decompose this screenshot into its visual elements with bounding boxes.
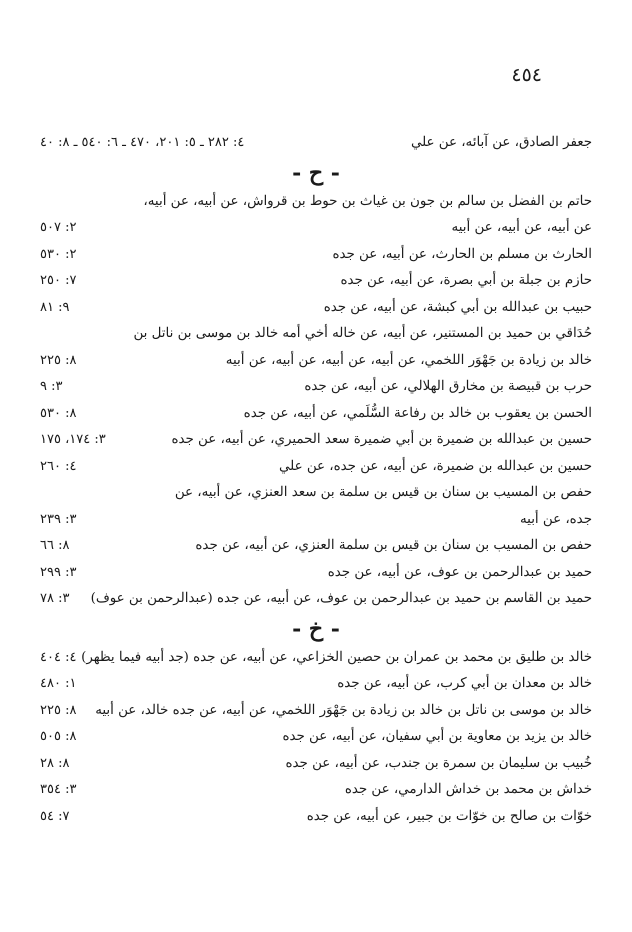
index-entry: [40, 321, 592, 348]
entry-text: حازم بن جبلة بن أبي بصرة، عن أبيه، عن جده: [340, 273, 592, 288]
entry-reference: ٣: ١٧٤، ١٧٥: [40, 432, 106, 447]
entry-text: خالد بن يزيد بن معاوية بن أبي سفيان، عن أبيه، عن جده: [282, 729, 592, 744]
entry-text: جعفر الصادق، عن آبائه، عن علي: [410, 135, 592, 150]
entry-text: حسين بن عبدالله بن ضميرة، عن أبيه، عن جده، عن علي: [279, 458, 592, 474]
entry-reference: ٤: ٤٠٤: [40, 649, 77, 665]
page-number: ٤٥٤: [511, 64, 542, 86]
entry-text: خالد بن طليق بن محمد بن عمران بن حصين الخزاعي، عن أبيه، عن جده (جد أبيه فيما يظهر): [81, 649, 592, 665]
entry-reference: ١: ٤٨٠: [40, 676, 77, 691]
entry-text: خالد بن زيادة بن جَهْوَر اللخمي، عن أبيه، عن أبيه، عن أبيه، عن أبيه: [225, 352, 592, 368]
entry-text: حُدَاقي بن حميد بن المستنير، عن أبيه، عن خاله أخي أمه خالد بن موسى بن ناتل بن: [133, 326, 592, 341]
entry-text: خُبيب بن سليمان بن سمرة بن جندب، عن أبيه، عن جده: [285, 755, 592, 771]
entry-text: خداش بن محمد بن خداش الدارمي، عن جده: [344, 782, 592, 797]
entry-reference: ٣: ٢٣٩: [40, 511, 77, 527]
entry-text: جده، عن أبيه: [519, 511, 592, 527]
index-entry: [40, 671, 592, 698]
entry-reference: ٣: ٢٩٩: [40, 564, 77, 580]
entry-reference: ٨: ٥٣٠: [40, 405, 77, 421]
index-entry: [40, 295, 592, 322]
entry-reference: ٢: ٥٣٠: [40, 246, 77, 262]
entry-reference: ٨: ٢٢٥: [40, 352, 77, 368]
index-entry: [40, 698, 592, 725]
section-heading-kha: - خ -: [292, 615, 340, 642]
entry-text: خوّات بن صالح بن خوّات بن جبير، عن أبيه، عن جده: [306, 808, 592, 824]
entry-text: حميد بن القاسم بن حميد بن عبدالرحمن بن عوف، عن أبيه، عن جده (عبدالرحمن بن عوف): [90, 591, 592, 606]
entry-reference: ٤: ٢٨٢ ـ ٥: ٢٠١، ٤٧٠ ـ ٦: ٥٤٠ ـ ٨: ٤٠: [40, 135, 245, 150]
index-entry: [40, 242, 592, 269]
index-entry: [40, 268, 592, 295]
entry-text: حبيب بن عبدالله بن أبي كبشة، عن أبيه، عن جده: [323, 299, 592, 315]
entry-text: عن أبيه، عن أبيه، عن أبيه: [451, 220, 592, 235]
entry-reference: ٨: ٥٠٥: [40, 729, 77, 744]
entry-reference: ٣: ٧٨: [40, 591, 70, 606]
entry-reference: ٢: ٥٠٧: [40, 220, 77, 235]
entry-reference: ٧: ٥٤: [40, 808, 70, 824]
entry-text: حفص بن المسيب بن سنان بن قيس بن سلمة العنزي، عن أبيه، عن جده: [195, 538, 592, 553]
index-entry: [40, 454, 592, 481]
entry-reference: ٣: ٣٥٤: [40, 782, 77, 797]
entry-text: حاتم بن الفضل بن سالم بن جون بن غياث بن حوط بن قرواش، عن أبيه، عن أبيه،: [143, 193, 592, 209]
index-entry: [40, 533, 592, 560]
index-entry: [40, 374, 592, 401]
entry-text: الحسن بن يعقوب بن خالد بن رفاعة السُّلَمي، عن أبيه، عن جده: [243, 405, 592, 421]
index-entry: [40, 724, 592, 751]
entry-reference: ٨: ٦٦: [40, 538, 70, 553]
index-entry: [40, 586, 592, 613]
entry-reference: ٣: ٩: [40, 379, 63, 394]
entry-text: حسين بن عبدالله بن ضميرة بن أبي ضميرة سعد الحميري، عن أبيه، عن جده: [171, 432, 592, 447]
entry-text: خالد بن معدان بن أبي كرب، عن أبيه، عن جده: [337, 676, 592, 691]
entry-reference: ٩: ٨١: [40, 299, 70, 315]
index-entry: [40, 215, 592, 242]
index-entry: [40, 804, 592, 831]
index-entry: [40, 751, 592, 778]
entry-text: خالد بن موسى بن ناتل بن خالد بن زيادة بن جَهْوَر اللخمي، عن أبيه، عن جده خالد، عن أبيه: [95, 702, 592, 718]
entry-text: حميد بن عبدالرحمن بن عوف، عن أبيه، عن جده: [327, 564, 592, 580]
index-entry: [40, 189, 592, 216]
index-entries: [40, 130, 592, 830]
index-entry: [40, 645, 592, 672]
index-entry: [40, 560, 592, 587]
entry-reference: ٨: ٢٨: [40, 755, 70, 771]
section-heading-ha: - ح -: [292, 159, 340, 186]
index-entry: [40, 427, 592, 454]
index-entry: [40, 130, 592, 157]
index-entry: [40, 507, 592, 534]
entry-reference: ٨: ٢٢٥: [40, 702, 77, 718]
entry-reference: ٧: ٢٥٠: [40, 273, 77, 288]
index-entry: [40, 401, 592, 428]
entry-text: حرب بن قبيصة بن مخارق الهلالي، عن أبيه، عن جده: [304, 379, 592, 394]
entry-text: الحارث بن مسلم بن الحارث، عن أبيه، عن جده: [332, 246, 592, 262]
index-entry: [40, 480, 592, 507]
index-entry: [40, 777, 592, 804]
index-entry: [40, 348, 592, 375]
entry-reference: ٤: ٢٦٠: [40, 458, 77, 474]
entry-text: حفص بن المسيب بن سنان بن قيس بن سلمة بن سعد العنزي، عن أبيه، عن: [174, 485, 592, 500]
